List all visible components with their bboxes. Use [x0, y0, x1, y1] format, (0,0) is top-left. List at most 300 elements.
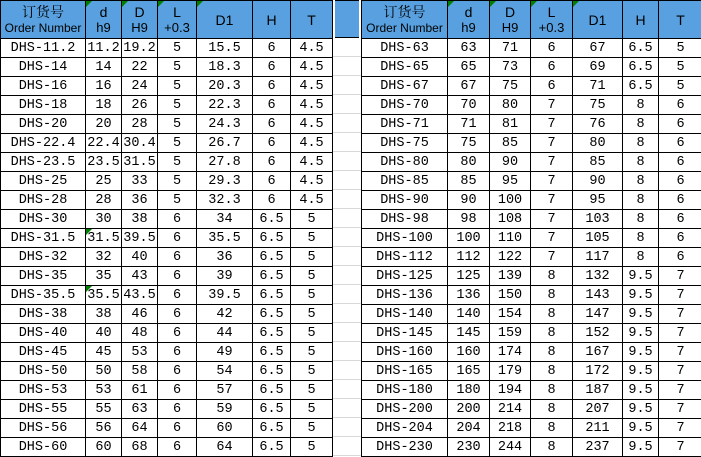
spec-value-cell[interactable]: 9.5: [623, 400, 659, 419]
spec-value-cell[interactable]: 5: [659, 39, 701, 58]
spec-value-cell[interactable]: 6: [659, 191, 701, 210]
order-number-cell[interactable]: DHS-180: [362, 381, 448, 400]
spec-value-cell[interactable]: 55: [86, 400, 122, 419]
column-header-4-d1[interactable]: D1: [197, 1, 253, 39]
column-header-1-d[interactable]: [448, 1, 490, 39]
spec-value-cell[interactable]: 57: [197, 381, 253, 400]
spec-value-cell[interactable]: 8: [623, 210, 659, 229]
spec-value-cell[interactable]: 36: [122, 191, 158, 210]
order-number-cell[interactable]: DHS-18: [1, 96, 86, 115]
spec-value-cell[interactable]: 7: [659, 305, 701, 324]
spec-value-cell[interactable]: 140: [448, 305, 490, 324]
order-number-cell[interactable]: DHS-80: [362, 153, 448, 172]
spec-value-cell[interactable]: 6: [158, 419, 197, 438]
spec-value-cell[interactable]: 7: [531, 96, 573, 115]
spec-value-cell[interactable]: 60: [86, 438, 122, 457]
spec-value-cell[interactable]: 6: [158, 324, 197, 343]
spec-value-cell[interactable]: 22: [122, 58, 158, 77]
spec-value-cell[interactable]: 100: [490, 191, 531, 210]
spec-value-cell[interactable]: 58: [122, 362, 158, 381]
spec-value-cell[interactable]: 8: [531, 362, 573, 381]
spec-value-cell[interactable]: 49: [197, 343, 253, 362]
spec-value-cell[interactable]: 20: [86, 115, 122, 134]
spec-value-cell[interactable]: 6: [158, 229, 197, 248]
order-number-cell[interactable]: DHS-23.5: [1, 153, 86, 172]
spec-value-cell[interactable]: 81: [490, 115, 531, 134]
order-number-cell[interactable]: DHS-100: [362, 229, 448, 248]
spec-value-cell[interactable]: 6: [253, 134, 291, 153]
spec-value-cell[interactable]: 6: [158, 248, 197, 267]
spec-value-cell[interactable]: 65: [448, 58, 490, 77]
order-number-cell[interactable]: DHS-28: [1, 191, 86, 210]
spec-value-cell[interactable]: 8: [531, 286, 573, 305]
spec-value-cell[interactable]: 125: [448, 267, 490, 286]
spec-value-cell[interactable]: 5: [291, 381, 333, 400]
spec-value-cell[interactable]: 5: [291, 248, 333, 267]
spec-value-cell[interactable]: 38: [122, 210, 158, 229]
spec-value-cell[interactable]: 20.3: [197, 77, 253, 96]
spec-value-cell[interactable]: 24.3: [197, 115, 253, 134]
spec-value-cell[interactable]: 35.5: [197, 229, 253, 248]
spec-value-cell[interactable]: 67: [573, 39, 623, 58]
spec-value-cell[interactable]: 6: [158, 362, 197, 381]
order-number-cell[interactable]: DHS-30: [1, 210, 86, 229]
spec-value-cell[interactable]: 136: [448, 286, 490, 305]
spec-value-cell[interactable]: 7: [659, 381, 701, 400]
order-number-cell[interactable]: DHS-70: [362, 96, 448, 115]
spec-value-cell[interactable]: 6: [158, 267, 197, 286]
spec-value-cell[interactable]: 32: [86, 248, 122, 267]
spec-value-cell[interactable]: 9.5: [623, 286, 659, 305]
spec-value-cell[interactable]: 7: [531, 153, 573, 172]
spec-value-cell[interactable]: 6: [158, 305, 197, 324]
spec-value-cell[interactable]: 7: [659, 400, 701, 419]
order-number-cell[interactable]: DHS-35: [1, 267, 86, 286]
spec-value-cell[interactable]: 18: [86, 96, 122, 115]
spec-value-cell[interactable]: 9.5: [623, 267, 659, 286]
spec-value-cell[interactable]: 4.5: [291, 39, 333, 58]
spec-value-cell[interactable]: 7: [659, 362, 701, 381]
spec-value-cell[interactable]: 9.5: [623, 438, 659, 457]
order-number-cell[interactable]: DHS-145: [362, 324, 448, 343]
spec-value-cell[interactable]: 211: [573, 419, 623, 438]
spec-value-cell[interactable]: 6.5: [253, 438, 291, 457]
spec-value-cell[interactable]: 69: [573, 58, 623, 77]
spec-value-cell[interactable]: 56: [86, 419, 122, 438]
spec-value-cell[interactable]: 5: [158, 172, 197, 191]
spec-value-cell[interactable]: 39: [197, 267, 253, 286]
spec-value-cell[interactable]: 132: [573, 267, 623, 286]
spec-value-cell[interactable]: 8: [531, 381, 573, 400]
spec-value-cell[interactable]: 8: [623, 248, 659, 267]
spec-value-cell[interactable]: 143: [573, 286, 623, 305]
spec-value-cell[interactable]: 6.5: [253, 324, 291, 343]
spec-value-cell[interactable]: 8: [623, 134, 659, 153]
spec-value-cell[interactable]: 6: [531, 58, 573, 77]
spec-value-cell[interactable]: 105: [573, 229, 623, 248]
order-number-cell[interactable]: DHS-16: [1, 77, 86, 96]
column-header-4-d1[interactable]: D1: [573, 1, 623, 39]
spec-value-cell[interactable]: 30: [86, 210, 122, 229]
spec-value-cell[interactable]: 29.3: [197, 172, 253, 191]
spec-value-cell[interactable]: 6: [253, 153, 291, 172]
spacer-column[interactable]: [333, 0, 361, 457]
spec-value-cell[interactable]: 5: [291, 305, 333, 324]
spec-value-cell[interactable]: 32.3: [197, 191, 253, 210]
spec-value-cell[interactable]: 22.4: [87, 135, 120, 151]
spec-value-cell[interactable]: 122: [490, 248, 531, 267]
spec-value-cell[interactable]: 35: [86, 267, 122, 286]
column-header-2-d[interactable]: [122, 1, 158, 39]
spec-value-cell[interactable]: 139: [490, 267, 531, 286]
spec-value-cell[interactable]: 6: [253, 172, 291, 191]
spec-value-cell[interactable]: 6: [158, 438, 197, 457]
spec-value-cell[interactable]: 108: [490, 210, 531, 229]
spec-value-cell[interactable]: 6.5: [253, 286, 291, 305]
order-number-cell[interactable]: DHS-32: [1, 248, 86, 267]
spec-value-cell[interactable]: 6: [531, 77, 573, 96]
spec-value-cell[interactable]: 9.5: [623, 324, 659, 343]
spec-value-cell[interactable]: 8: [531, 324, 573, 343]
spec-value-cell[interactable]: 7: [531, 172, 573, 191]
spec-value-cell[interactable]: 33: [122, 172, 158, 191]
order-number-cell[interactable]: DHS-200: [362, 400, 448, 419]
spec-value-cell[interactable]: 145: [448, 324, 490, 343]
spec-value-cell[interactable]: 6: [659, 134, 701, 153]
spec-value-cell[interactable]: 6.5: [253, 210, 291, 229]
spec-value-cell[interactable]: 8: [623, 153, 659, 172]
spec-value-cell[interactable]: 18.3: [197, 58, 253, 77]
spec-value-cell[interactable]: 64: [197, 438, 253, 457]
order-number-cell[interactable]: DHS-60: [1, 438, 86, 457]
order-number-cell[interactable]: DHS-25: [1, 172, 86, 191]
spec-value-cell[interactable]: 6: [659, 210, 701, 229]
order-number-cell[interactable]: DHS-230: [362, 438, 448, 457]
spec-value-cell[interactable]: 5: [291, 324, 333, 343]
column-header-5-h[interactable]: H: [623, 1, 659, 39]
order-number-cell[interactable]: DHS-165: [362, 362, 448, 381]
spec-value-cell[interactable]: 187: [573, 381, 623, 400]
spec-value-cell[interactable]: 63: [448, 39, 490, 58]
order-number-cell[interactable]: DHS-38: [1, 305, 86, 324]
spec-value-cell[interactable]: 36: [197, 248, 253, 267]
spec-value-cell[interactable]: 5: [291, 438, 333, 457]
spec-value-cell[interactable]: 53: [86, 381, 122, 400]
spec-value-cell[interactable]: 6.5: [253, 343, 291, 362]
spec-value-cell[interactable]: 90: [490, 153, 531, 172]
spec-value-cell[interactable]: 5: [158, 58, 197, 77]
spec-value-cell[interactable]: 5: [158, 115, 197, 134]
column-header-6-t[interactable]: T: [659, 1, 701, 39]
spec-value-cell[interactable]: 5: [291, 267, 333, 286]
spec-value-cell[interactable]: 4.5: [291, 58, 333, 77]
order-number-cell[interactable]: DHS-67: [362, 77, 448, 96]
spec-value-cell[interactable]: 100: [448, 229, 490, 248]
order-number-cell[interactable]: DHS-55: [1, 400, 86, 419]
spec-value-cell[interactable]: 7: [531, 229, 573, 248]
spec-value-cell[interactable]: 180: [448, 381, 490, 400]
spec-value-cell[interactable]: 9.5: [623, 343, 659, 362]
spec-value-cell[interactable]: 40: [86, 324, 122, 343]
spec-value-cell[interactable]: 8: [623, 96, 659, 115]
order-number-cell[interactable]: DHS-20: [1, 115, 86, 134]
spec-value-cell[interactable]: 179: [490, 362, 531, 381]
spec-value-cell[interactable]: 6.5: [253, 419, 291, 438]
spec-value-cell[interactable]: 8: [623, 191, 659, 210]
spec-value-cell[interactable]: 71: [490, 39, 531, 58]
spec-value-cell[interactable]: 5: [158, 134, 197, 153]
spec-value-cell[interactable]: 26: [122, 96, 158, 115]
spec-value-cell[interactable]: 5: [659, 58, 701, 77]
spec-value-cell[interactable]: 43: [122, 267, 158, 286]
spec-value-cell[interactable]: 9.5: [623, 419, 659, 438]
spec-value-cell[interactable]: 167: [573, 343, 623, 362]
spec-value-cell[interactable]: 5: [291, 343, 333, 362]
spec-value-cell[interactable]: 27.8: [197, 153, 253, 172]
spec-value-cell[interactable]: 61: [122, 381, 158, 400]
spec-value-cell[interactable]: 5: [659, 77, 701, 96]
spec-value-cell[interactable]: 6: [531, 39, 573, 58]
spec-value-cell[interactable]: 6: [659, 248, 701, 267]
spec-value-cell[interactable]: 85: [448, 172, 490, 191]
column-header-3-l[interactable]: [158, 1, 197, 39]
column-header-order-number[interactable]: [362, 1, 448, 39]
spec-value-cell[interactable]: 230: [448, 438, 490, 457]
spec-value-cell[interactable]: 85: [490, 134, 531, 153]
spec-value-cell[interactable]: 71: [448, 115, 490, 134]
spec-value-cell[interactable]: 98: [448, 210, 490, 229]
spec-value-cell[interactable]: 6.5: [253, 248, 291, 267]
spec-value-cell[interactable]: 5: [291, 400, 333, 419]
spec-value-cell[interactable]: 5: [158, 191, 197, 210]
spec-value-cell[interactable]: 8: [623, 229, 659, 248]
order-number-cell[interactable]: DHS-40: [1, 324, 86, 343]
spec-value-cell[interactable]: 76: [573, 115, 623, 134]
spec-value-cell[interactable]: 103: [573, 210, 623, 229]
spec-value-cell[interactable]: 23.5: [87, 154, 120, 170]
column-header-2-d[interactable]: [490, 1, 531, 39]
spec-value-cell[interactable]: 45: [86, 343, 122, 362]
spec-value-cell[interactable]: 71: [573, 77, 623, 96]
spec-value-cell[interactable]: 73: [490, 58, 531, 77]
spec-value-cell[interactable]: 6.5: [253, 229, 291, 248]
spec-value-cell[interactable]: 64: [122, 419, 158, 438]
spec-value-cell[interactable]: 165: [448, 362, 490, 381]
spec-value-cell[interactable]: 19.2: [123, 40, 156, 56]
spec-value-cell[interactable]: 112: [448, 248, 490, 267]
order-number-cell[interactable]: DHS-160: [362, 343, 448, 362]
order-number-cell[interactable]: DHS-50: [1, 362, 86, 381]
spec-value-cell[interactable]: 39.5: [123, 230, 156, 246]
spec-value-cell[interactable]: 63: [122, 400, 158, 419]
column-header-6-t[interactable]: T: [291, 1, 333, 39]
spec-value-cell[interactable]: 244: [490, 438, 531, 457]
spec-value-cell[interactable]: 6: [659, 172, 701, 191]
spec-value-cell[interactable]: 31.5: [87, 230, 120, 246]
spec-value-cell[interactable]: 207: [573, 400, 623, 419]
spec-value-cell[interactable]: 67: [448, 77, 490, 96]
spec-value-cell[interactable]: 7: [531, 248, 573, 267]
spec-value-cell[interactable]: 46: [122, 305, 158, 324]
spec-value-cell[interactable]: 6.5: [623, 58, 659, 77]
order-number-cell[interactable]: DHS-85: [362, 172, 448, 191]
spec-value-cell[interactable]: 22.3: [197, 96, 253, 115]
spec-value-cell[interactable]: 6: [659, 229, 701, 248]
spec-value-cell[interactable]: 6.5: [253, 305, 291, 324]
spec-value-cell[interactable]: 172: [573, 362, 623, 381]
spec-value-cell[interactable]: 5: [291, 210, 333, 229]
spec-value-cell[interactable]: 28: [86, 191, 122, 210]
column-header-order-number[interactable]: [1, 1, 86, 39]
spec-value-cell[interactable]: 28: [122, 115, 158, 134]
spec-value-cell[interactable]: 25: [86, 172, 122, 191]
spec-value-cell[interactable]: 50: [86, 362, 122, 381]
spec-value-cell[interactable]: 214: [490, 400, 531, 419]
spec-value-cell[interactable]: 30.4: [123, 135, 156, 151]
spec-value-cell[interactable]: 70: [448, 96, 490, 115]
order-number-cell[interactable]: DHS-56: [1, 419, 86, 438]
spec-value-cell[interactable]: 7: [531, 210, 573, 229]
order-number-cell[interactable]: DHS-14: [1, 58, 86, 77]
spec-value-cell[interactable]: 8: [531, 343, 573, 362]
spec-value-cell[interactable]: 14: [86, 58, 122, 77]
spec-value-cell[interactable]: 6: [253, 39, 291, 58]
order-number-cell[interactable]: DHS-75: [362, 134, 448, 153]
order-number-cell[interactable]: DHS-90: [362, 191, 448, 210]
order-number-cell[interactable]: DHS-112: [362, 248, 448, 267]
order-number-cell[interactable]: DHS-45: [1, 343, 86, 362]
spec-value-cell[interactable]: 200: [448, 400, 490, 419]
spec-value-cell[interactable]: 7: [531, 191, 573, 210]
spec-value-cell[interactable]: 6: [659, 153, 701, 172]
spec-value-cell[interactable]: 42: [197, 305, 253, 324]
spec-value-cell[interactable]: 237: [573, 438, 623, 457]
spec-value-cell[interactable]: 8: [531, 438, 573, 457]
order-number-cell[interactable]: DHS-31.5: [1, 229, 86, 248]
spec-value-cell[interactable]: 204: [448, 419, 490, 438]
order-number-cell[interactable]: DHS-22.4: [1, 134, 86, 153]
spec-value-cell[interactable]: 5: [158, 39, 197, 58]
spec-value-cell[interactable]: 6: [158, 210, 197, 229]
spec-value-cell[interactable]: 7: [531, 115, 573, 134]
spec-value-cell[interactable]: 5: [291, 362, 333, 381]
column-header-1-d[interactable]: [86, 1, 122, 39]
spec-value-cell[interactable]: 4.5: [291, 115, 333, 134]
spec-value-cell[interactable]: 38: [86, 305, 122, 324]
order-number-cell[interactable]: DHS-71: [362, 115, 448, 134]
spec-value-cell[interactable]: 7: [659, 267, 701, 286]
spec-value-cell[interactable]: 7: [659, 343, 701, 362]
spec-value-cell[interactable]: 75: [448, 134, 490, 153]
spec-value-cell[interactable]: 11.2: [87, 40, 120, 56]
spec-value-cell[interactable]: 44: [197, 324, 253, 343]
spec-value-cell[interactable]: 6.5: [253, 400, 291, 419]
spec-value-cell[interactable]: 4.5: [291, 96, 333, 115]
spec-value-cell[interactable]: 34: [197, 210, 253, 229]
order-number-cell[interactable]: DHS-35.5: [1, 286, 86, 305]
spec-value-cell[interactable]: 6: [158, 343, 197, 362]
order-number-cell[interactable]: DHS-11.2: [1, 39, 86, 58]
spec-value-cell[interactable]: 5: [158, 77, 197, 96]
spec-value-cell[interactable]: 6: [659, 115, 701, 134]
spec-value-cell[interactable]: 31.5: [123, 154, 156, 170]
spec-value-cell[interactable]: 6.5: [623, 39, 659, 58]
spec-value-cell[interactable]: 6: [253, 191, 291, 210]
spec-value-cell[interactable]: 5: [158, 96, 197, 115]
spec-value-cell[interactable]: 9.5: [623, 362, 659, 381]
spec-value-cell[interactable]: 117: [573, 248, 623, 267]
order-number-cell[interactable]: DHS-63: [362, 39, 448, 58]
spec-value-cell[interactable]: 6: [659, 96, 701, 115]
spec-value-cell[interactable]: 6: [253, 115, 291, 134]
spec-value-cell[interactable]: 9.5: [623, 381, 659, 400]
spec-value-cell[interactable]: 150: [490, 286, 531, 305]
order-number-cell[interactable]: DHS-140: [362, 305, 448, 324]
spec-value-cell[interactable]: 6: [253, 96, 291, 115]
spec-value-cell[interactable]: 154: [490, 305, 531, 324]
spec-value-cell[interactable]: 15.5: [197, 39, 253, 58]
spec-value-cell[interactable]: 7: [659, 419, 701, 438]
spec-value-cell[interactable]: 8: [531, 400, 573, 419]
spec-value-cell[interactable]: 68: [122, 438, 158, 457]
spec-value-cell[interactable]: 43.5: [123, 287, 156, 303]
spec-value-cell[interactable]: 60: [197, 419, 253, 438]
spec-value-cell[interactable]: 4.5: [291, 191, 333, 210]
spec-value-cell[interactable]: 147: [573, 305, 623, 324]
spec-value-cell[interactable]: 59: [197, 400, 253, 419]
spec-value-cell[interactable]: 174: [490, 343, 531, 362]
spec-value-cell[interactable]: 90: [573, 172, 623, 191]
spec-value-cell[interactable]: 4.5: [291, 77, 333, 96]
spec-value-cell[interactable]: 39.5: [197, 286, 253, 305]
order-number-cell[interactable]: DHS-204: [362, 419, 448, 438]
spec-value-cell[interactable]: 6: [158, 286, 197, 305]
spec-value-cell[interactable]: 80: [573, 134, 623, 153]
order-number-cell[interactable]: DHS-136: [362, 286, 448, 305]
spec-value-cell[interactable]: 8: [531, 267, 573, 286]
spec-value-cell[interactable]: 8: [531, 305, 573, 324]
spec-value-cell[interactable]: 8: [623, 172, 659, 191]
spec-value-cell[interactable]: 6: [253, 58, 291, 77]
spec-value-cell[interactable]: 5: [291, 419, 333, 438]
spec-value-cell[interactable]: 6: [253, 77, 291, 96]
spec-value-cell[interactable]: 5: [291, 286, 333, 305]
spec-value-cell[interactable]: 9.5: [623, 305, 659, 324]
spec-value-cell[interactable]: 6.5: [253, 381, 291, 400]
spec-value-cell[interactable]: 85: [573, 153, 623, 172]
spec-value-cell[interactable]: 75: [490, 77, 531, 96]
spec-value-cell[interactable]: 95: [573, 191, 623, 210]
spec-value-cell[interactable]: 4.5: [291, 153, 333, 172]
spec-value-cell[interactable]: 7: [531, 134, 573, 153]
order-number-cell[interactable]: DHS-98: [362, 210, 448, 229]
spec-value-cell[interactable]: 6.5: [253, 362, 291, 381]
spec-value-cell[interactable]: 95: [490, 172, 531, 191]
spec-value-cell[interactable]: 8: [623, 115, 659, 134]
spec-value-cell[interactable]: 160: [448, 343, 490, 362]
spec-value-cell[interactable]: 8: [531, 419, 573, 438]
spec-value-cell[interactable]: 80: [490, 96, 531, 115]
column-header-3-l[interactable]: [531, 1, 573, 39]
spec-value-cell[interactable]: 53: [122, 343, 158, 362]
spec-value-cell[interactable]: 7: [659, 324, 701, 343]
spec-value-cell[interactable]: 6.5: [253, 267, 291, 286]
spec-value-cell[interactable]: 16: [86, 77, 122, 96]
order-number-cell[interactable]: DHS-125: [362, 267, 448, 286]
spec-value-cell[interactable]: 54: [197, 362, 253, 381]
spec-value-cell[interactable]: 218: [490, 419, 531, 438]
spec-value-cell[interactable]: 6.5: [623, 77, 659, 96]
